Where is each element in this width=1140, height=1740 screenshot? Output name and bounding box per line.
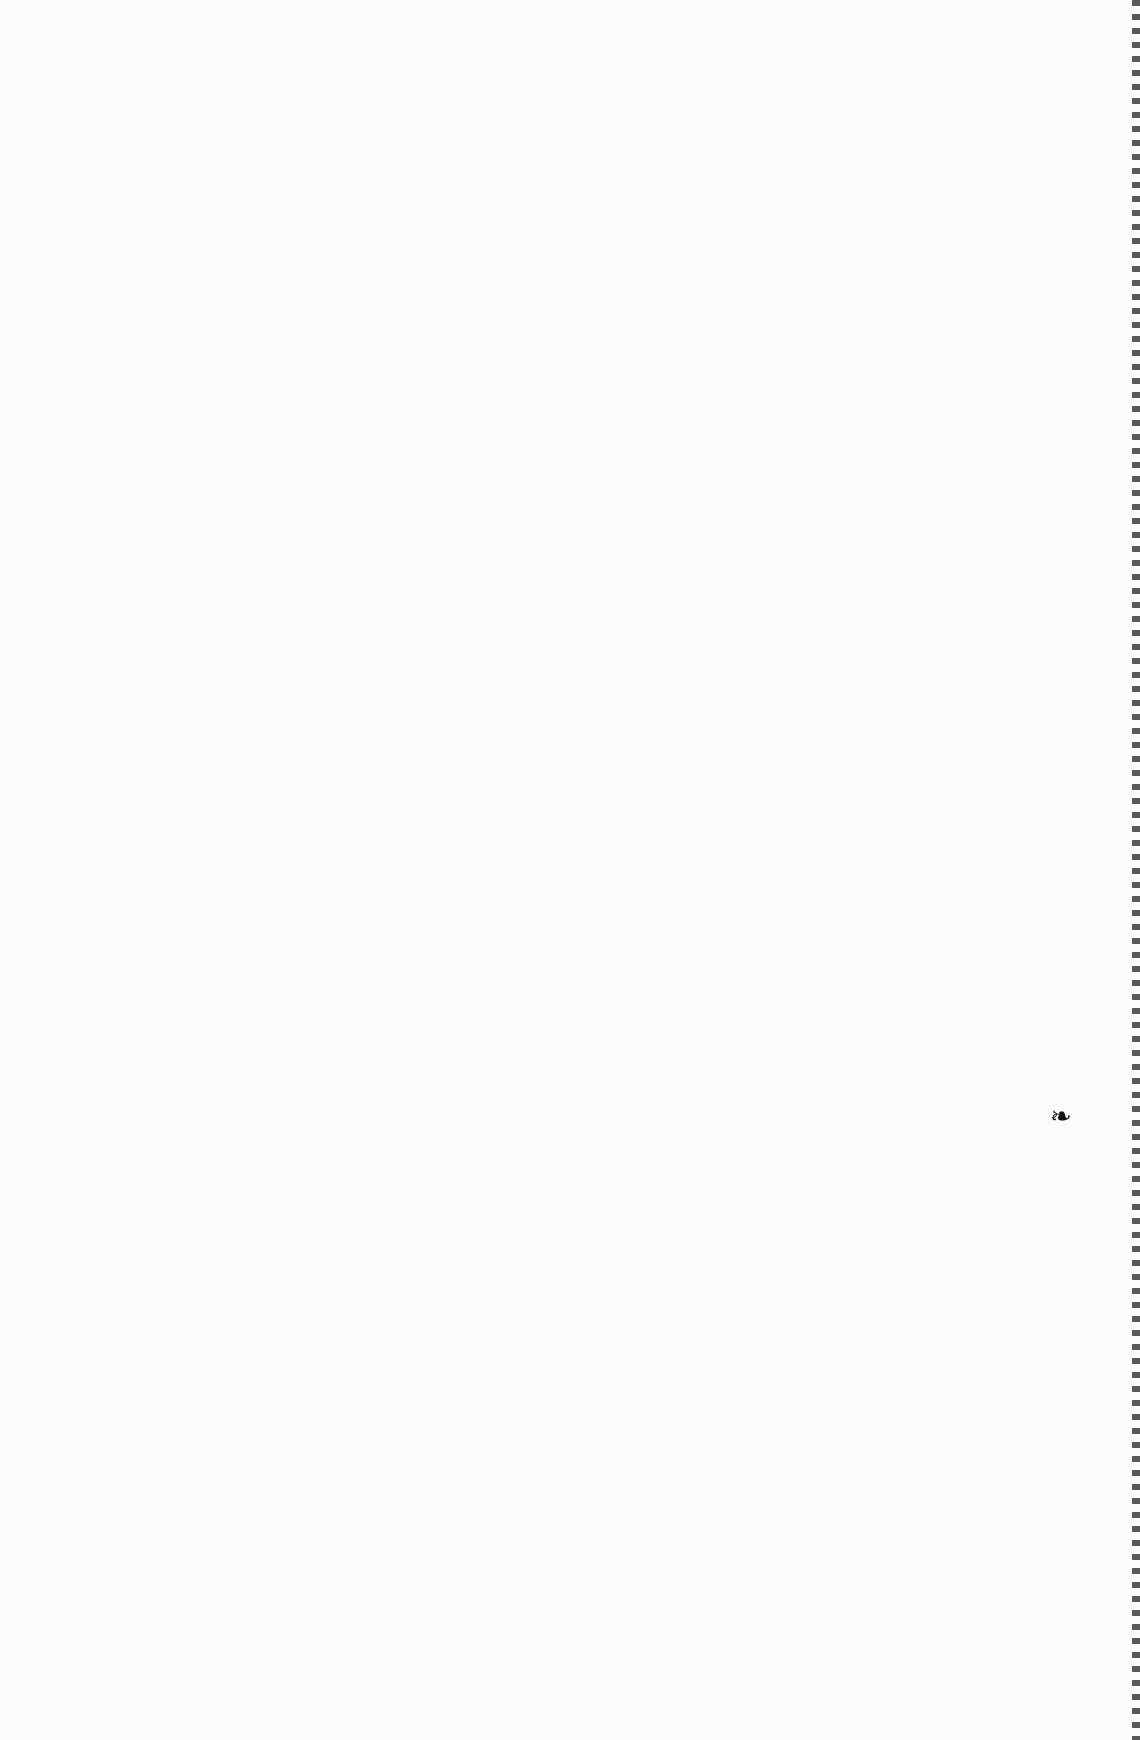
ink-smudge-mark: ❧ bbox=[1050, 1102, 1072, 1132]
page-binding-edge bbox=[1132, 0, 1140, 1740]
